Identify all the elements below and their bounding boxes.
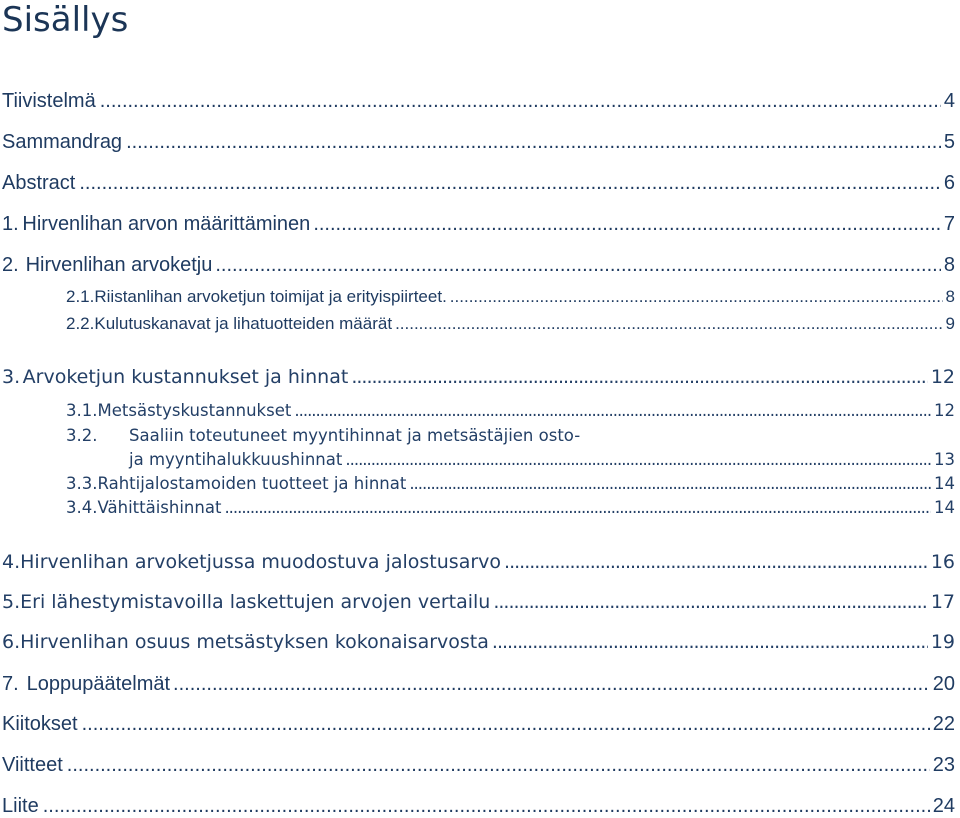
toc-dot-leader	[313, 213, 941, 236]
toc-entry-label: Hirvenlihan arvon määrittäminen	[22, 213, 311, 235]
toc-entry-number: 3.3.	[66, 474, 98, 493]
toc-entry-label: Abstract	[2, 172, 76, 194]
toc-entry-label: Tiivistelmä	[2, 90, 96, 112]
toc-entry-label: Arvoketjun kustannukset ja hinnat	[22, 366, 349, 388]
toc-page-number: 16	[930, 551, 955, 573]
toc-entry-kiitokset[interactable]	[2, 713, 955, 736]
toc-entry-number: 4.	[2, 551, 21, 573]
toc-entry-label: Kiitokset	[2, 713, 78, 735]
toc-entry-label-line1: Saaliin toteutuneet myyntihinnat ja metsästäjien osto-	[129, 426, 581, 445]
toc-entry-section-2-2[interactable]	[66, 314, 955, 334]
toc-entry-viitteet[interactable]	[2, 754, 955, 777]
toc-entry-number: 3.2.	[66, 426, 98, 445]
toc-entry-abstract[interactable]	[2, 172, 955, 195]
toc-dot-leader	[43, 795, 930, 818]
toc-entry-number: 5.	[2, 591, 21, 613]
toc-entry-label: Riistanlihan arvoketjun toimijat ja erityispiirteet.	[94, 287, 447, 306]
toc-entry-label: Rahtijalostamoiden tuotteet ja hinnat	[97, 474, 407, 493]
toc-entry-section-3-3[interactable]	[66, 474, 955, 493]
toc-dot-leader	[82, 713, 930, 736]
toc-page-number: 8	[943, 254, 955, 276]
toc-dot-leader	[504, 551, 928, 573]
toc-dot-leader	[67, 754, 930, 777]
toc-page-number: 7	[943, 213, 955, 235]
toc-entry-label: Kulutuskanavat ja lihatuotteiden määrät	[94, 314, 393, 333]
toc-dot-leader	[126, 131, 941, 154]
toc-entry-section-4[interactable]	[2, 551, 955, 573]
toc-entry-section-2-1[interactable]	[66, 287, 955, 307]
toc-entry-label: Viitteet	[2, 754, 63, 776]
toc-entry-liite[interactable]	[2, 795, 955, 818]
toc-entry-sammandrag[interactable]	[2, 131, 955, 154]
toc-entry-section-2[interactable]	[2, 254, 955, 277]
toc-entry-label: Hirvenlihan arvoketjussa muodostuva jalostusarvo	[20, 551, 502, 573]
toc-page-number: 13	[934, 450, 955, 469]
toc-entry-label: Hirvenlihan osuus metsästyksen kokonaisarvosta	[20, 631, 489, 653]
toc-page-number: 22	[932, 713, 955, 735]
toc-page-number: 6	[943, 172, 955, 194]
toc-page-number: 14	[934, 474, 955, 493]
toc-entry-section-3-1[interactable]	[66, 401, 955, 420]
toc-page-number: 20	[932, 673, 955, 695]
toc-entry-section-3-2-cont[interactable]	[129, 450, 955, 469]
toc-page-number: 14	[934, 498, 955, 517]
toc-entry-number: 7.	[2, 673, 19, 695]
toc-dot-leader	[450, 287, 943, 307]
toc-dot-leader	[100, 90, 941, 113]
toc-entry-section-3[interactable]	[2, 366, 955, 388]
toc-entry-number: 3.1.	[66, 401, 98, 420]
toc-entry-label: Hirvenlihan arvoketju	[25, 254, 213, 276]
toc-entry-number: 3.4.	[66, 498, 98, 517]
toc-dot-leader	[493, 591, 927, 613]
toc-entry-label: Sammandrag	[2, 131, 123, 153]
toc-entry-label: Vähittäishinnat	[97, 498, 222, 517]
page-title: Sisällys	[2, 0, 129, 40]
toc-dot-leader	[395, 314, 942, 334]
toc-entry-label: Metsästyskustannukset	[97, 401, 292, 420]
toc-entry-number: 2.1.	[66, 287, 95, 306]
toc-entry-label: ja myyntihalukkuushinnat	[129, 450, 343, 469]
toc-entry-section-7[interactable]	[2, 673, 955, 696]
toc-dot-leader	[224, 498, 931, 517]
toc-dot-leader	[345, 450, 931, 469]
toc-page-number: 8	[945, 287, 955, 306]
toc-dot-leader	[79, 172, 941, 195]
toc-page-number: 17	[930, 591, 955, 613]
toc-entry-number: 6.	[2, 631, 21, 653]
toc-page-number: 23	[932, 754, 955, 776]
toc-entry-label: Eri lähestymistavoilla laskettujen arvojen vertailu	[20, 591, 491, 613]
toc-page-number: 12	[930, 366, 955, 388]
toc-dot-leader	[351, 366, 927, 388]
toc-entry-section-1[interactable]	[2, 213, 955, 236]
toc-entry-number: 2.2.	[66, 314, 95, 333]
toc-entry-label: Liite	[2, 795, 39, 817]
toc-dot-leader	[215, 254, 941, 277]
toc-page-number: 4	[943, 90, 955, 112]
toc-page-number: 5	[943, 131, 955, 153]
toc-page-number: 9	[945, 314, 955, 333]
toc-entry-section-3-4[interactable]	[66, 498, 955, 517]
toc-dot-leader	[173, 673, 930, 696]
toc-entry-tiivistelma[interactable]	[2, 90, 955, 113]
toc-entry-number: 2.	[2, 254, 19, 276]
toc-entry-section-3-2[interactable]	[66, 426, 955, 445]
toc-entry-number: 3.	[2, 366, 21, 388]
toc-entry-number: 1.	[2, 213, 19, 235]
toc-dot-leader	[409, 474, 931, 493]
toc-entry-section-5[interactable]	[2, 591, 955, 613]
toc-dot-leader	[492, 631, 928, 653]
toc-page-number: 19	[930, 631, 955, 653]
toc-entry-label: Loppupäätelmät	[26, 673, 171, 695]
toc-entry-section-6[interactable]	[2, 631, 955, 653]
toc-page-number: 12	[934, 401, 955, 420]
toc-dot-leader	[294, 401, 931, 420]
toc-page-number: 24	[932, 795, 955, 817]
